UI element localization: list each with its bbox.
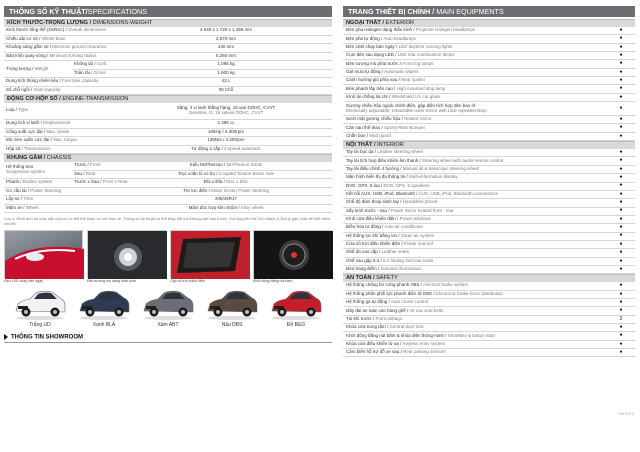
table-row: Khoảng sáng gầm xe / Minimum ground clearance 140 mm <box>4 44 332 53</box>
disclaimer-note: Lưu ý: Hình ảnh và màu sắc của xe có thể thể khác so với thực tế. Thông số kỹ thuật có thể thay đổi mà không cần báo trước. Vui lòng liên hệ Chi nhánh & Đại lý gần nhất để biết thêm chi tiết. <box>4 216 331 226</box>
table-row: Trọng lượng / Weight Không tải / Curb 1.088 kg <box>4 61 332 70</box>
page-number: KIA RIO 5 <box>618 412 634 416</box>
table-row: Điều hòa tự động / Auto air conditioner ● <box>343 224 635 232</box>
included-marker: ● <box>607 224 635 232</box>
table-row: Đèn pha tự động / Auto headlamps ● <box>343 35 635 43</box>
car-image <box>140 287 196 321</box>
included-marker: ● <box>607 207 635 215</box>
included-marker: ● <box>607 332 635 340</box>
photo-captions <box>4 279 332 283</box>
color-name: Trắng UD <box>29 322 51 328</box>
equipment-header: TRANG THIẾT BỊ CHÍNH / MAIN EQUIPMENTS <box>343 6 635 17</box>
feature-photos <box>4 230 332 278</box>
included-marker: ● <box>607 174 635 182</box>
included-marker: ● <box>607 257 635 265</box>
table-row: Hộp số / Transmission Tự động 4 cấp / 4-speed automatic <box>4 145 332 154</box>
chassis-section-title: KHUNG GẦM / CHASSIS <box>4 154 332 162</box>
included-marker: ● <box>607 124 635 132</box>
included-marker: ● <box>607 116 635 124</box>
included-marker: ● <box>607 324 635 332</box>
color-swatch <box>11 287 69 328</box>
table-row: Cảm biến hỗ trợ đỗ xe sau / Rear parking sensors ● <box>343 349 635 357</box>
color-swatch <box>203 287 261 328</box>
table-row: Dây đai an toàn các hàng ghế / All row seat belts ● <box>343 307 635 315</box>
table-row: DVD, GPS, 6 loa / DVD, GPS, 6 speakers ● <box>343 182 635 190</box>
exterior-section-title: NGOẠI THẤT / EXTERIOR <box>343 19 635 27</box>
included-marker: ● <box>607 102 635 116</box>
table-row: Loại / Type Xăng, 4 xi lanh thẳng hàng, 16 van DOHC, CVVT Gasoline, I4, 16 valves DOHC, CVVT <box>4 103 332 120</box>
led-daytime-light-photo <box>4 230 83 278</box>
fog-lamp-photo <box>87 230 166 278</box>
included-marker: ● <box>607 60 635 68</box>
table-row: Cánh hướng gió phía sau / Rear spoiler ● <box>343 77 635 85</box>
table-row: Gương chiếu hậu ngoài chỉnh điện, gập điện tích hợp đèn báo rẽ Electrically adjustable, retractable outer mirror with LED repeated lamp ● <box>343 102 635 116</box>
table-row: Hệ thống chống bó cứng phanh ABS / Anti-lock brake system ● <box>343 282 635 290</box>
included-marker: ● <box>607 27 635 35</box>
table-row: Số chỗ ngồi / Seat capacity 05 Chỗ <box>4 86 332 95</box>
push-button-start-photo <box>253 230 332 278</box>
color-swatch <box>139 287 197 328</box>
included-marker: ● <box>607 52 635 60</box>
included-marker: ● <box>607 132 635 140</box>
photo-caption: Khởi động bằng nút bấm <box>253 279 293 283</box>
included-marker: ● <box>607 265 635 273</box>
table-row: Hệ thống ga tự động / Auto cruise control ● <box>343 298 635 306</box>
table-row: Kích thước tổng thể (DxRxC) / Overall dimensions 4.045 x 1.720 x 1.455 mm <box>4 27 332 36</box>
included-marker: ● <box>607 199 635 207</box>
table-row: Cản sau thể thao / Sporty Rear Bumper ● <box>343 124 635 132</box>
table-row: Ghế da cao cấp / Leather seats ● <box>343 249 635 257</box>
included-marker: ● <box>607 282 635 290</box>
included-marker: ● <box>607 77 635 85</box>
photo-caption: Đèn LED chạy ban ngày <box>4 279 43 283</box>
included-marker: ● <box>607 349 635 357</box>
table-row: Sấy kính trước - sau / Power mirror heated front - rear ● <box>343 207 635 215</box>
table-row: Đèn trang điểm / Sunvisor illumination ● <box>343 265 635 273</box>
car-image <box>76 287 132 321</box>
included-marker: ● <box>607 157 635 165</box>
car-image <box>12 287 68 321</box>
table-row: Mô men xoắn cực đại / Max. torque 135Nm / 4.200rpm <box>4 137 332 146</box>
chassis-table <box>4 162 332 214</box>
included-marker: 2 <box>607 315 635 323</box>
table-row: Bán kính quay vòng / Minimum turning radius 5.260 mm <box>4 52 332 61</box>
table-row: Lốp xe / Tires 205/45R17 <box>4 196 332 205</box>
table-row: Sau / Rear Trục xoắn lò xo trụ / Coupled Torsion Beam Axle <box>4 170 332 179</box>
exterior-table <box>343 27 635 142</box>
table-row: Hệ thống treo Suspension system Trước / Front Kiểu McPherson / McPherson Struts <box>4 162 332 171</box>
included-marker: ● <box>607 43 635 51</box>
interior-section-title: NỘI THẤT / INTERIOR <box>343 141 635 149</box>
table-row: Toàn tải / Gross 1.600 kg <box>4 69 332 78</box>
car-image <box>268 287 324 321</box>
table-row: Công suất cực đại / Max. power 106Hp / 6.300rpm <box>4 128 332 137</box>
table-row: Tay lái bọc da / Leather steering wheel ● <box>343 149 635 157</box>
table-row: Đèn LED chạy ban ngày / LED daytime running lights ● <box>343 43 635 51</box>
table-row: Dung tích xi lanh / Displacement 1.396 cc <box>4 120 332 129</box>
included-marker: ● <box>607 68 635 76</box>
specifications-column <box>4 6 332 343</box>
included-marker: ● <box>607 249 635 257</box>
table-row: Mâm xe / Wheel Mâm đúc hợp kim nhôm / Alloy wheel <box>4 204 332 213</box>
table-row: Khóa cửa điều khiển từ xa / Keyless entry system ● <box>343 340 635 348</box>
included-marker: ● <box>607 298 635 306</box>
table-row: Đèn pha Halogen dạng thấu kính / Projector Halogen headlamps ● <box>343 27 635 35</box>
included-marker: ● <box>607 35 635 43</box>
included-marker: ● <box>607 215 635 223</box>
table-row: Đèn sương mù phía trước / Front fog lamps ● <box>343 60 635 68</box>
equipment-column <box>343 6 635 357</box>
interior-table <box>343 149 635 275</box>
engine-table <box>4 103 332 155</box>
sunroof-photo <box>170 230 249 278</box>
table-row: Khởi động bằng nút bấm & khóa điện thông minh / Smartkey & button start ● <box>343 332 635 340</box>
safety-section-title: AN TOÀN / SAFETY <box>343 274 635 282</box>
table-row: Kết nối AUX, USB, iPod, Bluetooth / AUX, USB, iPod, Bluetooth connections ● <box>343 190 635 198</box>
table-row: Cụm đèn sau dạng LED / LED rear combination lamps ● <box>343 52 635 60</box>
color-name: Xám ABT <box>157 322 179 328</box>
included-marker: ● <box>607 340 635 348</box>
table-row: Tay lái điều chỉnh 4 hướng / Manual tilt & telescopic steering wheel ● <box>343 165 635 173</box>
color-name: Nâu DBS <box>221 322 243 328</box>
included-marker: ● <box>607 93 635 101</box>
included-marker: ● <box>607 190 635 198</box>
table-row: Cửa sổ trời điều khiển điện / Power sunroof ● <box>343 240 635 248</box>
photo-caption: Cặp xô trời chỉnh điện <box>170 279 206 283</box>
car-image <box>204 287 260 321</box>
table-row: Ghế sau gập 6:4 / 6:4 folding 2nd row seats ● <box>343 257 635 265</box>
table-row: Khóa cửa trung tâm / Central door lock ● <box>343 324 635 332</box>
included-marker: ● <box>607 165 635 173</box>
table-row: Màn hình hiển thị đa thông tin / Multi-information display ● <box>343 174 635 182</box>
included-marker: ● <box>607 240 635 248</box>
table-row: Chiều dài cơ sở / Wheel base 2.570 mm <box>4 35 332 44</box>
included-marker: ● <box>607 307 635 315</box>
table-row: Chắn bùn / Mud guard ● <box>343 132 635 140</box>
table-row: Gạt mưa tự động / Automatic wipers ● <box>343 68 635 76</box>
table-row: Chế độ đàm thoại rảnh tay / Handsfree phone ● <box>343 199 635 207</box>
included-marker: ● <box>607 85 635 93</box>
photo-caption: Đèn sương mù dạng thấu kính <box>87 279 136 283</box>
safety-table <box>343 282 635 358</box>
color-swatch <box>75 287 133 328</box>
engine-section-title: ĐỘNG CƠ-HỘP SỐ / ENGINE-TRANSMISSION <box>4 95 332 103</box>
table-row: Sưởi mặt gương chiếu hậu / Heated mirror ● <box>343 116 635 124</box>
table-row: Đèn phanh lắp trên cao / High mounted stop lamp ● <box>343 85 635 93</box>
included-marker: ● <box>607 232 635 240</box>
table-row: Hệ thống lọc khí bằng ion / Clean air system ● <box>343 232 635 240</box>
included-marker: ● <box>607 182 635 190</box>
table-row: Hệ thống phân phối lực phanh điện tử EBD / Electronic brake-force distribution ● <box>343 290 635 298</box>
color-name: Xanh BLA <box>92 322 116 328</box>
included-marker: ● <box>607 290 635 298</box>
color-options <box>4 287 332 328</box>
included-marker: ● <box>607 149 635 157</box>
color-swatch <box>267 287 325 328</box>
table-row: Phanh / Brakes system Trước x Sau / Front x Rear Đĩa x Đĩa / Disc x Disc <box>4 179 332 188</box>
dimensions-section-title: KÍCH THƯỚC-TRỌNG LƯỢNG / DIMENSIONS-WEIGHT <box>4 19 332 27</box>
table-row: Túi khí trước / Front airbags 2 <box>343 315 635 323</box>
table-row: Kính lái chống tia UV / Windshield UV cut glass ● <box>343 93 635 101</box>
table-row: Tay lái tích hợp điều khiển âm thanh / Steering wheel with audio remote control ● <box>343 157 635 165</box>
specifications-header: THÔNG SỐ KỸ THUẬT/SPECIFICATIONS <box>4 6 332 17</box>
showroom-heading: THÔNG TIN SHOWROOM <box>4 334 332 343</box>
arrow-right-icon <box>4 334 8 340</box>
dimensions-table <box>4 27 332 96</box>
table-row: Cơ cấu lái / Power Steering Trợ lực điện / Motor Driven Power Steering <box>4 187 332 196</box>
table-row: Dung tích thùng nhiên liệu / Fuel tank capacity 43 L <box>4 78 332 87</box>
color-name: Đỏ BEG <box>286 322 306 328</box>
table-row: Kính cửa điều khiển điện / Power windows ● <box>343 215 635 223</box>
